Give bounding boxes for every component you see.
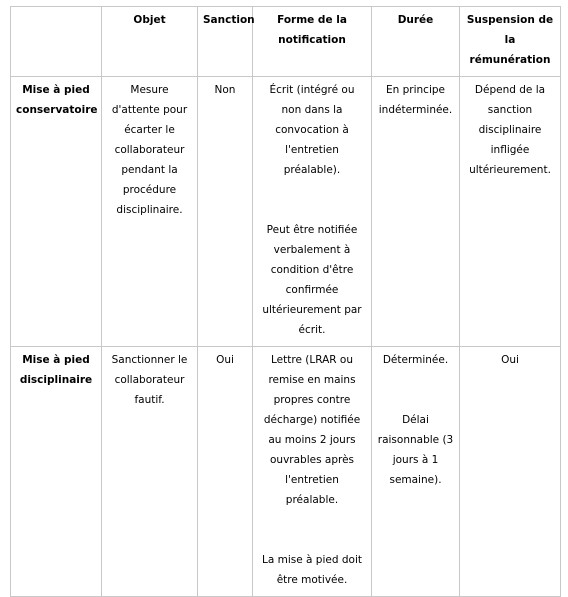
forme-paragraph: La mise à pied doit être motivée. — [262, 554, 362, 586]
table-row — [11, 77, 561, 347]
header-cell-duree: Durée — [372, 7, 460, 77]
row-label: Mise à pied disciplinaire — [11, 347, 102, 597]
header-row — [11, 7, 561, 77]
paragraph-gap — [377, 370, 454, 410]
header-cell-forme: Forme de la notification — [253, 7, 372, 77]
row-label: Mise à pied conservatoire — [11, 77, 102, 347]
paragraph-gap — [258, 180, 366, 220]
header-cell-suspension: Suspension de la rémunération — [460, 7, 561, 77]
header-cell-objet: Objet — [102, 7, 198, 77]
cell-objet: Mesure d'attente pour écarter le collaborateur pendant la procédure disciplinaire. — [102, 77, 198, 347]
header-cell-sanction: Sanction — [198, 7, 253, 77]
cell-suspension: Oui — [460, 347, 561, 597]
cell-forme — [253, 77, 372, 347]
cell-sanction: Non — [198, 77, 253, 347]
header-cell-empty — [11, 7, 102, 77]
cell-duree — [372, 77, 460, 347]
cell-suspension: Dépend de la sanction disciplinaire infligée ultérieurement. — [460, 77, 561, 347]
paragraph-gap — [258, 510, 366, 550]
duree-paragraph: Déterminée. — [382, 354, 449, 366]
forme-paragraph: Écrit (intégré ou non dans la convocation à l'entretien préalable). — [269, 84, 355, 176]
duree-paragraph: En principe indéterminée. — [378, 84, 453, 116]
cell-duree — [372, 347, 460, 597]
cell-sanction: Oui — [198, 347, 253, 597]
table-row — [11, 347, 561, 597]
comparison-table — [10, 6, 561, 597]
cell-objet: Sanctionner le collaborateur fautif. — [102, 347, 198, 597]
forme-paragraph: Peut être notifiée verbalement à condition d'être confirmée ultérieurement par écrit. — [262, 224, 362, 336]
forme-paragraph: Lettre (LRAR ou remise en mains propres contre décharge) notifiée au moins 2 jours ouvrables après l'entretien préalable. — [263, 354, 361, 506]
cell-forme — [253, 347, 372, 597]
duree-paragraph: Délai raisonnable (3 jours à 1 semaine). — [377, 414, 454, 486]
